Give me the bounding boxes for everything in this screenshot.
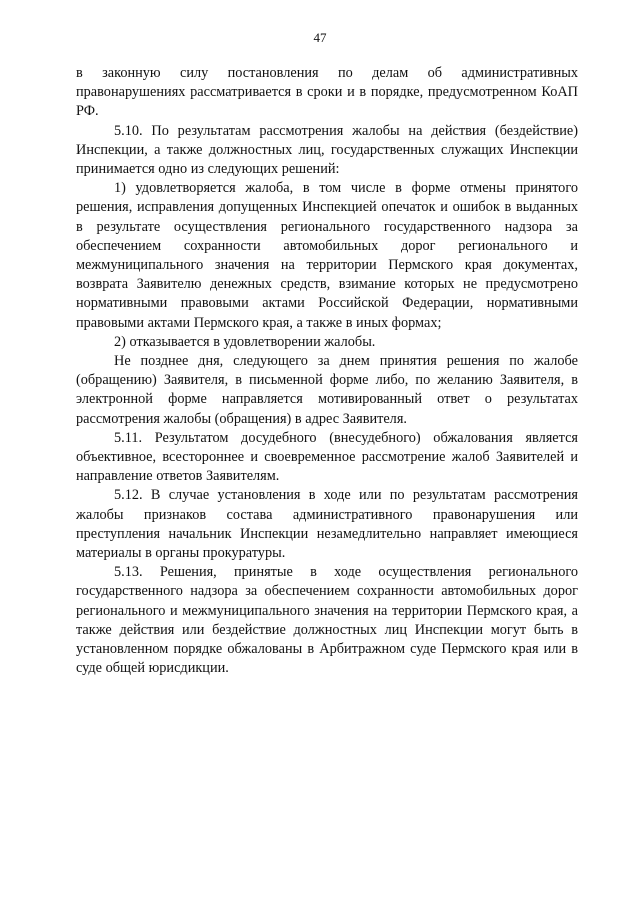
paragraph-5-10: 5.10. По результатам рассмотрения жалобы на действия (бездействие) Инспекции, а также должностных лиц, государственных служащих Инспекции принимается одно из следующих решений: <box>76 122 578 178</box>
paragraph-5-12: 5.12. В случае установления в ходе или по результатам рассмотрения жалобы признаков состава административного правонарушения или преступления начальник Инспекции незамедлительно направляет имеющиеся материалы в органы прокуратуры. <box>76 487 578 562</box>
page-number: 47 <box>313 30 327 45</box>
paragraph-5-10-item-1: 1) удовлетворяется жалоба, в том числе в форме отмены принятого решения, исправления допущенных Инспекцией опечаток и ошибок в выданных в результате осуществления регионального государственного надзора за обеспечением сохранности автомобильных дорог регионального и межмуниципального значения на территории Пермского края документах, возврата Заявителю денежных средств, взимание которых не предусмотрено нормативными правовыми актами Российской Федерации, нормативными правовыми актами Пермского края, а также в иных формах; <box>76 180 578 331</box>
document-body <box>76 64 578 679</box>
paragraph-5-11: 5.11. Результатом досудебного (внесудебного) обжалования является объективное, всестороннее и своевременное рассмотрение жалоб Заявителей и направление ответов Заявителям. <box>76 429 578 485</box>
paragraph-5-10-item-2: 2) отказывается в удовлетворении жалобы. <box>114 333 376 350</box>
paragraph-5-13: 5.13. Решения, принятые в ходе осуществления регионального государственного надзора за обеспечением сохранности автомобильных дорог регионального и межмуниципального значения на территории Пермского края, а также действия или бездействие должностных лиц Инспекции могут быть в установленном порядке обжалованы в Арбитражном суде Пермского края или в суде общей юрисдикции. <box>76 564 578 677</box>
paragraph-5-10-response: Не позднее дня, следующего за днем принятия решения по жалобе (обращению) Заявителя, в письменной форме либо, по желанию Заявителя, в электронной форме направляется мотивированный ответ о результатах рассмотрения жалобы (обращения) в адрес Заявителя. <box>76 353 578 427</box>
paragraph-continuation: в законную силу постановления по делам об административных правонарушениях рассматривается в сроки и в порядке, предусмотренном КоАП РФ. <box>76 65 578 120</box>
